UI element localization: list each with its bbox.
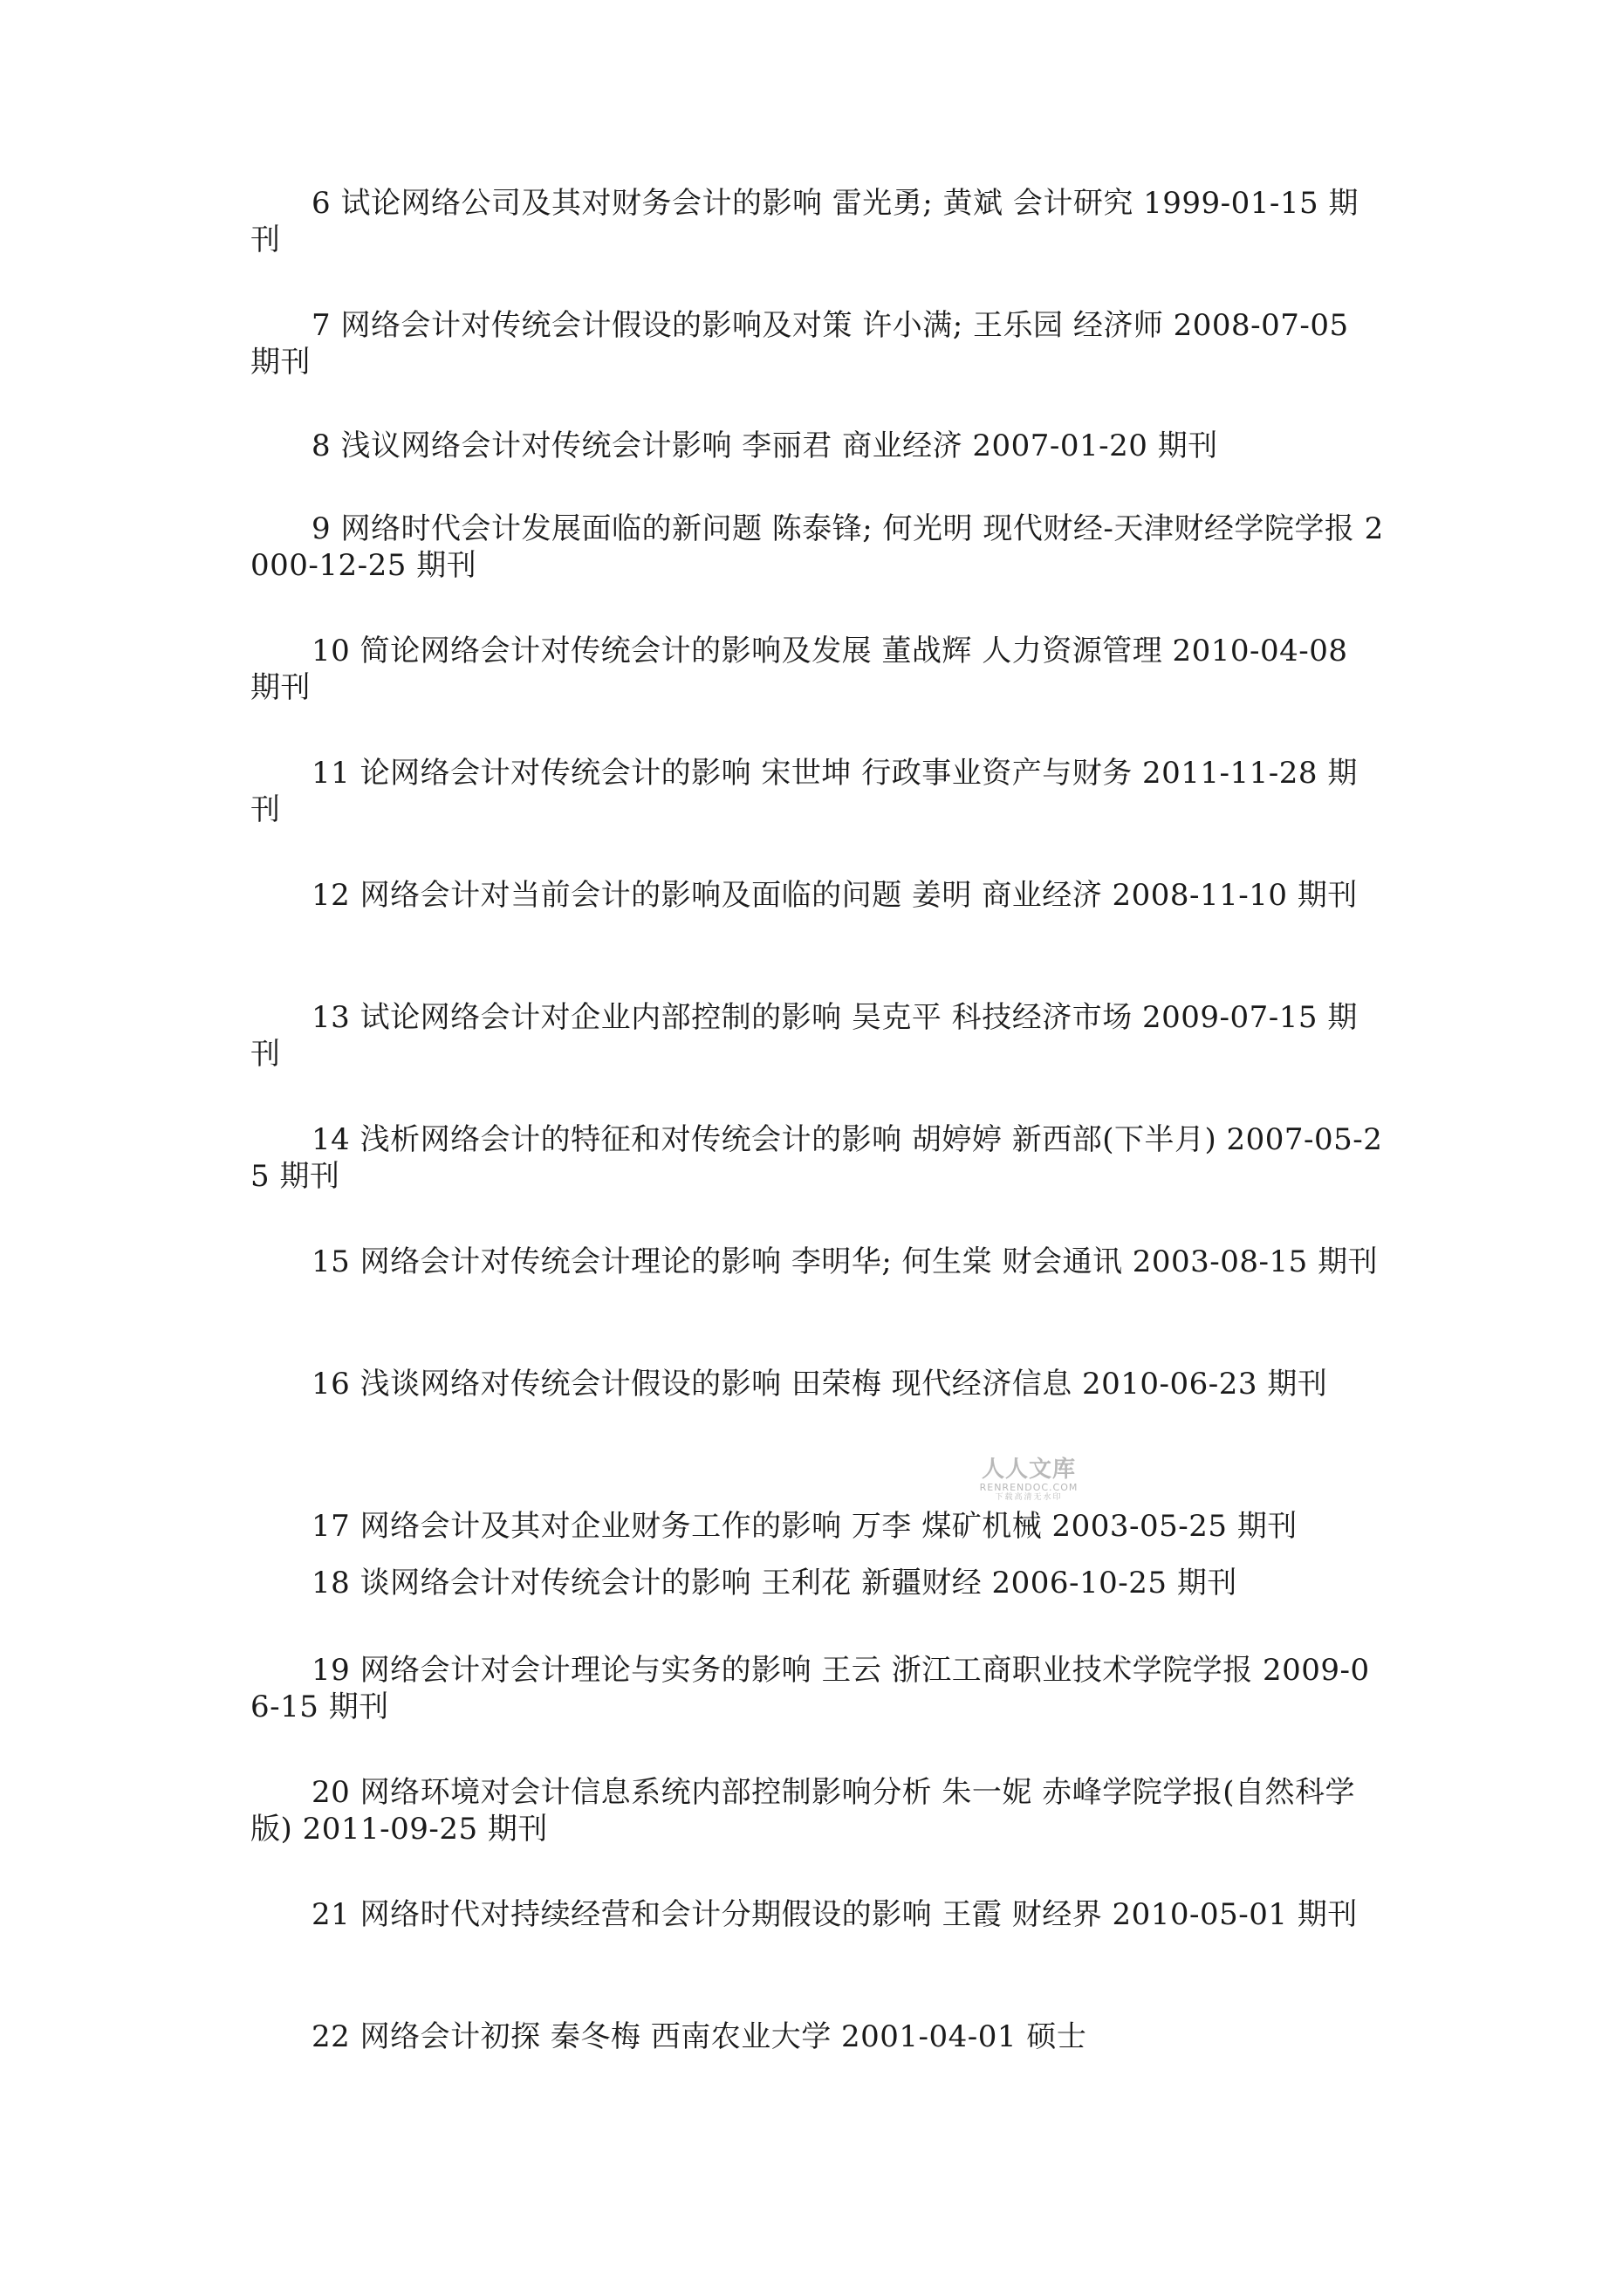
watermark-caption: 下载高清无水印 (995, 1493, 1063, 1502)
reference-item (250, 1508, 1385, 1545)
reference-text: 简论网络会计对传统会计的影响及发展 董战辉 人力资源管理 2010-04-08 期刊 (250, 634, 1348, 705)
reference-text: 网络环境对会计信息系统内部控制影响分析 朱一妮 赤峰学院学报(自然科学版) 2011-09-25 期刊 (250, 1775, 1355, 1847)
reference-text: 网络会计对传统会计假设的影响及对策 许小满; 王乐园 经济师 2008-07-05 期刊 (250, 308, 1349, 380)
reference-number: 15 (312, 1244, 351, 1279)
watermark-domain: RENRENDOC.COM (979, 1482, 1079, 1493)
reference-text: 谈网络会计对传统会计的影响 王利花 新疆财经 2006-10-25 期刊 (360, 1566, 1237, 1600)
watermark-logo-text: 人人文库 (981, 1456, 1076, 1483)
reference-item (250, 755, 1385, 828)
reference-number: 16 (312, 1367, 351, 1402)
reference-number: 18 (312, 1566, 351, 1600)
reference-item (250, 877, 1385, 914)
reference-item (250, 999, 1385, 1073)
reference-text: 论网络会计对传统会计的影响 宋世坤 行政事业资产与财务 2011-11-28 期刊 (250, 756, 1358, 827)
reference-number: 13 (312, 1000, 351, 1035)
watermark (963, 1457, 1094, 1503)
reference-item (250, 307, 1385, 380)
reference-text: 网络会计对当前会计的影响及面临的问题 姜明 商业经济 2008-11-10 期刊 (360, 878, 1358, 913)
reference-item (250, 2018, 1385, 2055)
reference-text: 网络会计对会计理论与实务的影响 王云 浙江工商职业技术学院学报 2009-06-15 期刊 (250, 1653, 1370, 1724)
reference-item (250, 428, 1385, 464)
reference-text: 网络会计对传统会计理论的影响 李明华; 何生棠 财会通讯 2003-08-15 期刊 (360, 1244, 1379, 1279)
reference-text: 浅谈网络对传统会计假设的影响 田荣梅 现代经济信息 2010-06-23 期刊 (360, 1367, 1328, 1402)
reference-number: 20 (312, 1775, 351, 1810)
reference-number: 19 (312, 1653, 351, 1688)
reference-number: 14 (312, 1122, 351, 1157)
reference-item (250, 1774, 1385, 1847)
reference-number: 22 (312, 2019, 351, 2054)
reference-item (250, 1366, 1385, 1402)
reference-number: 12 (312, 878, 351, 913)
reference-text: 试论网络会计对企业内部控制的影响 吴克平 科技经济市场 2009-07-15 期刊 (250, 1000, 1358, 1072)
reference-number: 11 (312, 756, 351, 791)
reference-item (250, 1896, 1385, 1933)
reference-number: 8 (312, 428, 332, 463)
reference-item (250, 1652, 1385, 1725)
reference-number: 7 (312, 308, 332, 343)
reference-text: 浅议网络会计对传统会计影响 李丽君 商业经济 2007-01-20 期刊 (340, 428, 1218, 463)
reference-item (250, 185, 1385, 258)
reference-text: 网络时代会计发展面临的新问题 陈泰锋; 何光明 现代财经-天津财经学院学报 2000-12-25 期刊 (250, 511, 1384, 583)
reference-item (250, 1565, 1385, 1601)
reference-text: 试论网络公司及其对财务会计的影响 雷光勇; 黄斌 会计研究 1999-01-15 期刊 (250, 186, 1359, 257)
reference-item (250, 633, 1385, 706)
reference-number: 21 (312, 1897, 351, 1932)
reference-item (250, 511, 1385, 584)
reference-text: 网络会计初探 秦冬梅 西南农业大学 2001-04-01 硕士 (360, 2019, 1087, 2054)
reference-item (250, 1244, 1385, 1280)
reference-item (250, 1121, 1385, 1195)
reference-number: 17 (312, 1509, 351, 1544)
reference-text: 网络会计及其对企业财务工作的影响 万李 煤矿机械 2003-05-25 期刊 (360, 1509, 1298, 1544)
reference-text: 网络时代对持续经营和会计分期假设的影响 王霞 财经界 2010-05-01 期刊 (360, 1897, 1358, 1932)
reference-text: 浅析网络会计的特征和对传统会计的影响 胡婷婷 新西部(下半月) 2007-05-25 期刊 (250, 1122, 1383, 1194)
reference-number: 6 (312, 186, 332, 221)
reference-number: 10 (312, 634, 351, 668)
reference-number: 9 (312, 511, 332, 546)
